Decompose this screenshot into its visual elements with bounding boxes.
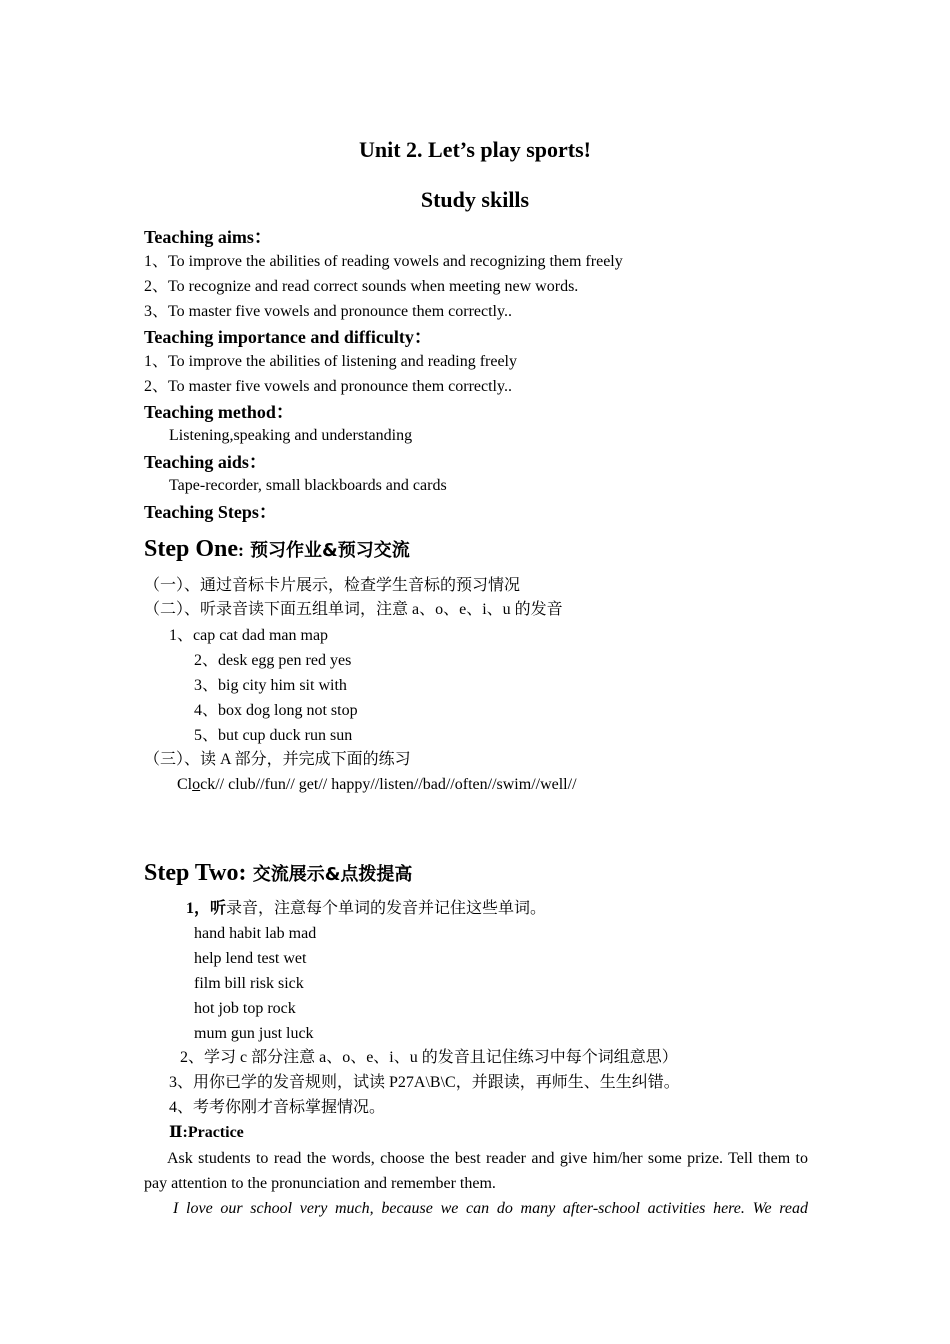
word-group: 2、desk egg pen red yes [194, 652, 352, 669]
word-group: 3、big city him sit with [194, 677, 347, 694]
italic-paragraph: I love our school very much, because we can do many after-school activities here. We read [173, 1200, 808, 1217]
step-two-item-1 [186, 899, 546, 919]
practice-paragraph: Ask students to read the words, choose the best reader and give him/her some prize. Tell them to pay attention to the pronunciation and remember them. [144, 1150, 808, 1192]
step-one-label: Step One [144, 536, 239, 562]
aims-heading: Teaching aims： [144, 227, 272, 247]
word-group: hand habit lab mad [194, 925, 317, 942]
step-one-item-a: （一）、通过音标卡片展示，检查学生音标的预习情况 [144, 577, 521, 594]
step-two-item-1-bold: 1，听 [186, 900, 227, 917]
word-group: help lend test wet [194, 950, 307, 967]
step-two-heading [144, 858, 412, 890]
aids-heading: Teaching aids： [144, 452, 267, 472]
method-text: Listening,speaking and understanding [169, 427, 413, 444]
step-one-cn-title: 预习作业&预习交流 [250, 540, 410, 561]
practice-heading: Ⅱ:Practice [169, 1124, 244, 1141]
word-group: 4、box dog long not stop [194, 702, 358, 719]
step-one-item-b: （二）、听录音读下面五组单词，注意 a、o、e、i、u 的发音 [144, 601, 563, 618]
step-two-cn-title: 交流展示&点拨提高 [246, 864, 413, 885]
importance-heading: Teaching importance and difficulty： [144, 327, 432, 347]
aids-text: Tape-recorder, small blackboards and cards [169, 477, 447, 494]
importance-item: 1、To improve the abilities of listening and reading freely [144, 353, 518, 370]
step-one-heading [144, 534, 410, 566]
step-two-item-2: 2、学习 c 部分注意 a、o、e、i、u 的发音且记住练习中每个词组意思） [180, 1049, 678, 1066]
word-group: mum gun just luck [194, 1025, 314, 1042]
aims-item: 1、To improve the abilities of reading vowels and recognizing them freely [144, 253, 623, 270]
steps-heading: Teaching Steps： [144, 502, 277, 522]
clock-prefix: Cl [177, 776, 193, 793]
word-group: hot job top rock [194, 1000, 296, 1017]
word-group: 1、cap cat dad man map [169, 627, 329, 644]
method-heading: Teaching method： [144, 402, 294, 422]
aims-item: 2、To recognize and read correct sounds when meeting new words. [144, 278, 579, 295]
word-group: film bill risk sick [194, 975, 304, 992]
step-two-label: Step Two: [144, 860, 247, 886]
step-one-item-c: （三）、读 A 部分，并完成下面的练习 [144, 751, 411, 768]
clock-underlined-vowel: o [192, 776, 201, 793]
clock-rest: ck// club//fun// get// happy//listen//bad//often//swim//well// [200, 776, 577, 793]
document-subtitle: Study skills [420, 187, 530, 212]
aims-item: 3、To master five vowels and pronounce them correctly.. [144, 303, 512, 320]
clock-word-list [177, 775, 577, 795]
step-two-item-3: 3、用你已学的发音规则，试读 P27A\B\C，并跟读，再师生、生生纠错。 [169, 1074, 680, 1091]
word-group: 5、but cup duck run sun [194, 727, 353, 744]
document-title: Unit 2. Let’s play sports! [358, 137, 592, 162]
step-two-item-4: 4、考考你刚才音标掌握情况。 [169, 1099, 386, 1116]
step-one-colon: : [238, 540, 245, 560]
step-two-item-1-rest: 录音，注意每个单词的发音并记住这些单词。 [226, 900, 547, 917]
importance-item: 2、To master five vowels and pronounce them correctly.. [144, 378, 512, 395]
